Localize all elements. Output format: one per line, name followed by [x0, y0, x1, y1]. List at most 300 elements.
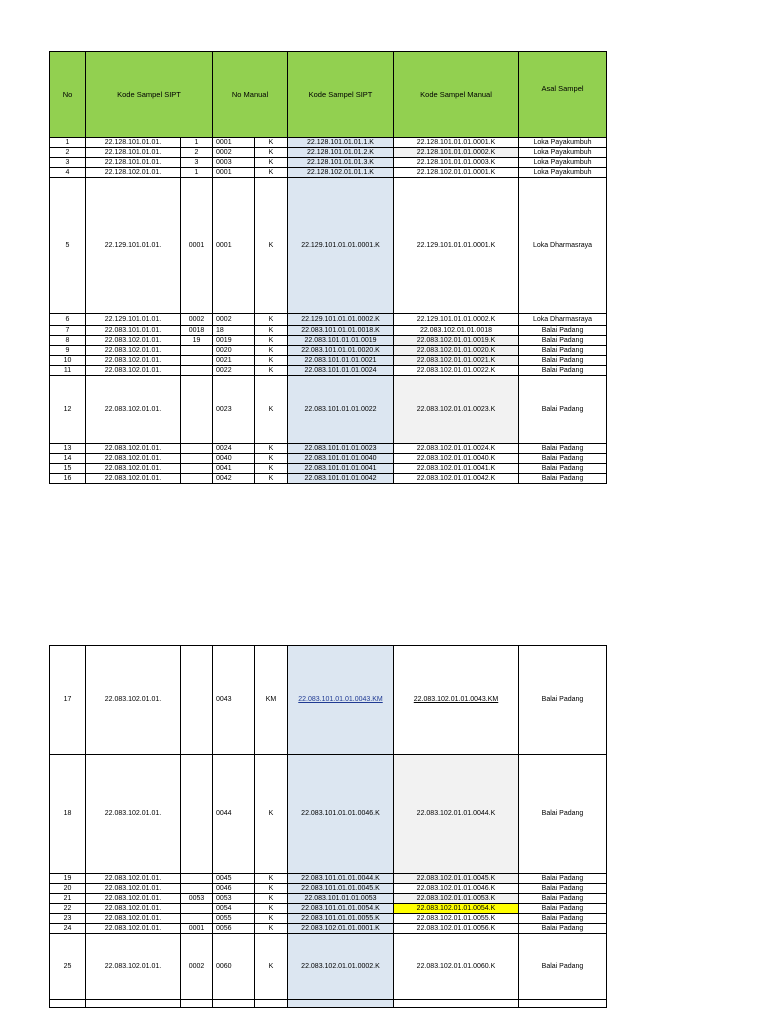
kode-sampel-number-text: 1: [194, 138, 199, 146]
kode-sampel-prefix: [86, 904, 181, 914]
kode-sampel-manual: [394, 138, 519, 148]
no-manual: [213, 444, 255, 454]
kode-sampel-sipt-text: 22.083.101.01.01.0043.KM: [298, 696, 383, 703]
no-manual: [213, 376, 255, 444]
kode-sampel-manual: [394, 904, 519, 914]
kode-sampel-manual-text: 22.083.102.01.01.0023.K: [416, 405, 496, 413]
no-manual: [213, 755, 255, 874]
sample-type-text: K: [268, 158, 274, 166]
sample-type: [255, 148, 288, 158]
asal-sampel-text: Balai Padang: [541, 696, 584, 703]
no-manual-text: 0021: [216, 356, 232, 364]
asal-sampel-text: Balai Padang: [541, 444, 584, 452]
kode-sampel-prefix: [86, 336, 181, 346]
kode-sampel-prefix: [86, 158, 181, 168]
asal-sampel: [519, 464, 607, 474]
no-manual: [213, 178, 255, 314]
sample-type: [255, 454, 288, 464]
sample-type-text: K: [268, 454, 274, 462]
row-number-text: 20: [63, 884, 72, 892]
kode-sampel-prefix: [86, 168, 181, 178]
kode-sampel-sipt-text: 22.083.101.01.01.0041: [304, 464, 377, 472]
kode-sampel-number-text: 1: [194, 168, 199, 176]
kode-sampel-prefix: [86, 755, 181, 874]
table-row: [50, 366, 607, 376]
asal-sampel-text: Balai Padang: [541, 336, 584, 344]
asal-sampel-text: Loka Dharmasraya: [532, 241, 593, 249]
no-manual: [213, 474, 255, 484]
sample-type-text: K: [268, 346, 274, 354]
kode-sampel-prefix: [86, 874, 181, 884]
kode-sampel-prefix-text: 22.083.102.01.01.: [104, 810, 162, 817]
no-manual: [213, 874, 255, 884]
kode-sampel-prefix: [86, 178, 181, 314]
row-number: [50, 158, 86, 168]
row-number: [50, 148, 86, 158]
kode-sampel-sipt-text: 22.129.101.01.01.0001.K: [301, 241, 380, 249]
no-manual: [213, 914, 255, 924]
row-number: [50, 168, 86, 178]
row-number-text: 24: [63, 924, 72, 932]
kode-sampel-sipt: [288, 874, 394, 884]
asal-sampel: [519, 168, 607, 178]
kode-sampel-manual: [394, 924, 519, 934]
sample-type: [255, 346, 288, 356]
kode-sampel-prefix-text: 22.083.102.01.01.: [104, 874, 162, 882]
asal-sampel-text: Balai Padang: [541, 874, 584, 882]
table-1-body: [50, 138, 607, 484]
no-manual-text: 0045: [216, 874, 232, 882]
kode-sampel-prefix-text: 22.129.101.01.01.: [104, 241, 162, 249]
row-number-text: 1: [65, 138, 70, 146]
asal-sampel: [519, 646, 607, 755]
row-number: [50, 914, 86, 924]
kode-sampel-number: [181, 924, 213, 934]
kode-sampel-sipt: [288, 1000, 394, 1008]
asal-sampel: [519, 1000, 607, 1008]
asal-sampel: [519, 874, 607, 884]
table-row: [50, 894, 607, 904]
row-number-text: 5: [65, 241, 70, 249]
table-row: [50, 326, 607, 336]
no-manual-text: 0042: [216, 474, 232, 482]
kode-sampel-prefix-text: 22.083.102.01.01.: [104, 962, 162, 970]
sample-type: [255, 158, 288, 168]
row-number-text: 23: [63, 914, 72, 922]
row-number: [50, 884, 86, 894]
table-row: [50, 1000, 607, 1008]
kode-sampel-manual: [394, 444, 519, 454]
sample-type: [255, 356, 288, 366]
row-number: [50, 178, 86, 314]
sample-table-2: [49, 645, 607, 1008]
kode-sampel-prefix: [86, 376, 181, 444]
sample-type-text: K: [268, 168, 274, 176]
no-manual-text: 0024: [216, 444, 232, 452]
table-row: [50, 924, 607, 934]
no-manual-text: 0002: [216, 315, 232, 323]
asal-sampel: [519, 314, 607, 326]
kode-sampel-prefix: [86, 474, 181, 484]
no-manual-text: 0020: [216, 346, 232, 354]
row-number: [50, 454, 86, 464]
no-manual-text: 0040: [216, 454, 232, 462]
no-manual-text: 18: [216, 326, 224, 334]
kode-sampel-manual-text: 22.083.102.01.01.0056.K: [416, 924, 496, 932]
row-number: [50, 755, 86, 874]
no-manual: [213, 336, 255, 346]
table-row: [50, 934, 607, 1000]
kode-sampel-sipt-text: 22.128.101.01.01.2.K: [307, 148, 374, 156]
sample-type-text: K: [268, 405, 274, 413]
kode-sampel-sipt-text: 22.083.101.01.01.0023: [304, 444, 377, 452]
no-manual: [213, 464, 255, 474]
sample-type-text: K: [268, 336, 274, 344]
row-number-text: 6: [65, 315, 70, 323]
row-number: [50, 336, 86, 346]
no-manual-text: 0043: [216, 696, 232, 703]
kode-sampel-manual-text: 22.083.102.01.01.0053.K: [416, 894, 496, 902]
kode-sampel-manual-text: 22.083.102.01.01.0020.K: [416, 346, 496, 354]
kode-sampel-number-text: 0002: [188, 315, 205, 323]
sample-type-text: K: [268, 810, 274, 817]
kode-sampel-prefix: [86, 148, 181, 158]
kode-sampel-number-text: 0001: [188, 924, 205, 932]
asal-sampel-text: Balai Padang: [541, 894, 584, 902]
row-number: [50, 1000, 86, 1008]
sample-type: [255, 444, 288, 454]
sample-type-text: K: [268, 138, 274, 146]
asal-sampel-text: Balai Padang: [541, 366, 584, 374]
table-row: [50, 138, 607, 148]
kode-sampel-sipt-text: 22.083.101.01.01.0042: [304, 474, 377, 482]
kode-sampel-sipt-text: 22.083.101.01.01.0021: [304, 356, 377, 364]
kode-sampel-sipt: [288, 138, 394, 148]
table-row: [50, 314, 607, 326]
table-2-body: [50, 646, 607, 1008]
kode-sampel-sipt: [288, 314, 394, 326]
kode-sampel-number: [181, 366, 213, 376]
kode-sampel-prefix: [86, 366, 181, 376]
kode-sampel-sipt-text: 22.083.101.01.01.0022: [304, 405, 377, 413]
row-number: [50, 874, 86, 884]
no-manual: [213, 366, 255, 376]
no-manual: [213, 904, 255, 914]
kode-sampel-manual: [394, 158, 519, 168]
kode-sampel-prefix-text: 22.129.101.01.01.: [104, 315, 162, 323]
row-number: [50, 474, 86, 484]
row-number-text: 19: [63, 874, 72, 882]
row-number: [50, 444, 86, 454]
kode-sampel-sipt: [288, 158, 394, 168]
no-manual-text: 0044: [216, 810, 232, 817]
kode-sampel-sipt: [288, 148, 394, 158]
no-manual: [213, 356, 255, 366]
kode-sampel-prefix: [86, 326, 181, 336]
sample-type: [255, 934, 288, 1000]
kode-sampel-number: [181, 148, 213, 158]
kode-sampel-prefix: [86, 934, 181, 1000]
row-number: [50, 314, 86, 326]
kode-sampel-sipt-text: 22.083.101.01.01.0046.K: [301, 810, 380, 817]
kode-sampel-number: [181, 884, 213, 894]
kode-sampel-number-text: 2: [194, 148, 199, 156]
kode-sampel-manual: [394, 356, 519, 366]
sample-type-text: K: [268, 356, 274, 364]
sample-type: [255, 314, 288, 326]
kode-sampel-manual: [394, 454, 519, 464]
kode-sampel-sipt: [288, 178, 394, 314]
sample-type-text: KM: [265, 696, 277, 703]
no-manual: [213, 148, 255, 158]
table-row: [50, 158, 607, 168]
kode-sampel-sipt: [288, 646, 394, 755]
kode-sampel-number-text: 0001: [188, 241, 205, 249]
kode-sampel-number: [181, 356, 213, 366]
kode-sampel-number: [181, 336, 213, 346]
row-number: [50, 376, 86, 444]
asal-sampel-text: Loka Payakumbuh: [533, 148, 592, 156]
sample-type: [255, 336, 288, 346]
no-manual: [213, 158, 255, 168]
row-number-text: 17: [63, 696, 72, 703]
kode-sampel-manual: [394, 894, 519, 904]
kode-sampel-manual-text: 22.083.102.01.01.0040.K: [416, 454, 496, 462]
kode-sampel-number: [181, 755, 213, 874]
kode-sampel-sipt: [288, 454, 394, 464]
kode-sampel-prefix: [86, 454, 181, 464]
sample-type-text: K: [268, 464, 274, 472]
asal-sampel: [519, 356, 607, 366]
row-number-text: 14: [63, 454, 72, 462]
asal-sampel: [519, 346, 607, 356]
no-manual-text: 0041: [216, 464, 232, 472]
kode-sampel-sipt: [288, 356, 394, 366]
kode-sampel-sipt-text: 22.128.101.01.01.1.K: [307, 138, 374, 146]
asal-sampel: [519, 914, 607, 924]
sample-type-text: K: [268, 366, 274, 374]
no-manual-text: 0056: [216, 924, 232, 932]
kode-sampel-sipt-text: 22.129.101.01.01.0002.K: [301, 315, 380, 323]
no-manual: [213, 894, 255, 904]
no-manual: [213, 934, 255, 1000]
kode-sampel-manual-text: 22.083.102.01.01.0018: [420, 326, 493, 334]
table-row: [50, 884, 607, 894]
table-row: [50, 336, 607, 346]
asal-sampel: [519, 158, 607, 168]
kode-sampel-manual: [394, 934, 519, 1000]
kode-sampel-manual: [394, 376, 519, 444]
no-manual-text: 0001: [216, 168, 232, 176]
no-manual-text: 0019: [216, 336, 232, 344]
kode-sampel-manual-text: 22.083.102.01.01.0022.K: [416, 366, 496, 374]
table-row: [50, 464, 607, 474]
sample-type: [255, 1000, 288, 1008]
asal-sampel: [519, 904, 607, 914]
table-row: [50, 755, 607, 874]
kode-sampel-number-text: 3: [194, 158, 199, 166]
table-row: [50, 346, 607, 356]
kode-sampel-number: [181, 646, 213, 755]
sample-type-text: K: [268, 924, 274, 932]
kode-sampel-prefix-text: 22.083.102.01.01.: [104, 894, 162, 902]
kode-sampel-manual: [394, 1000, 519, 1008]
kode-sampel-prefix: [86, 914, 181, 924]
kode-sampel-prefix-text: 22.083.102.01.01.: [104, 405, 162, 413]
kode-sampel-number: [181, 914, 213, 924]
sample-type-text: K: [268, 874, 274, 882]
kode-sampel-manual-text: 22.128.102.01.01.0001.K: [416, 168, 496, 176]
sample-type: [255, 894, 288, 904]
kode-sampel-sipt: [288, 376, 394, 444]
kode-sampel-manual: [394, 464, 519, 474]
kode-sampel-number: [181, 376, 213, 444]
kode-sampel-manual: [394, 326, 519, 336]
no-manual: [213, 924, 255, 934]
kode-sampel-sipt: [288, 894, 394, 904]
sample-type: [255, 376, 288, 444]
row-number-text: 10: [63, 356, 72, 364]
asal-sampel-text: Loka Dharmasraya: [532, 315, 593, 323]
kode-sampel-prefix-text: 22.083.102.01.01.: [104, 454, 162, 462]
kode-sampel-manual: [394, 884, 519, 894]
kode-sampel-sipt: [288, 884, 394, 894]
sample-type: [255, 168, 288, 178]
no-manual: [213, 326, 255, 336]
kode-sampel-sipt-text: 22.128.102.01.01.1.K: [307, 168, 374, 176]
row-number-text: 15: [63, 464, 72, 472]
table-row: [50, 376, 607, 444]
row-number-text: 8: [65, 336, 70, 344]
kode-sampel-manual-text: 22.083.102.01.01.0054.K: [416, 904, 496, 912]
asal-sampel-text: Balai Padang: [541, 810, 584, 817]
sample-type: [255, 474, 288, 484]
kode-sampel-number: [181, 1000, 213, 1008]
asal-sampel: [519, 884, 607, 894]
sample-table-1: [49, 51, 607, 484]
kode-sampel-sipt: [288, 464, 394, 474]
asal-sampel-text: Balai Padang: [541, 356, 584, 364]
kode-sampel-manual-text: 22.128.101.01.01.0003.K: [416, 158, 496, 166]
kode-sampel-sipt: [288, 336, 394, 346]
kode-sampel-prefix: [86, 894, 181, 904]
kode-sampel-prefix: [86, 464, 181, 474]
kode-sampel-prefix: [86, 924, 181, 934]
row-number-text: 9: [65, 346, 70, 354]
kode-sampel-prefix-text: 22.128.102.01.01.: [104, 168, 162, 176]
kode-sampel-manual-text: 22.083.102.01.01.0055.K: [416, 914, 496, 922]
table-row: [50, 454, 607, 464]
kode-sampel-number: [181, 894, 213, 904]
kode-sampel-prefix-text: 22.083.102.01.01.: [104, 444, 162, 452]
sample-type: [255, 646, 288, 755]
asal-sampel: [519, 474, 607, 484]
no-manual: [213, 884, 255, 894]
kode-sampel-sipt-text: 22.083.101.01.01.0018.K: [301, 326, 380, 334]
asal-sampel-text: Balai Padang: [541, 326, 584, 334]
kode-sampel-manual: [394, 755, 519, 874]
no-manual: [213, 314, 255, 326]
table-row: [50, 474, 607, 484]
kode-sampel-sipt: [288, 326, 394, 336]
table-row: [50, 444, 607, 454]
row-number-text: 16: [63, 474, 72, 482]
sample-type-text: K: [268, 474, 274, 482]
row-number: [50, 366, 86, 376]
kode-sampel-prefix: [86, 346, 181, 356]
kode-sampel-number: [181, 158, 213, 168]
asal-sampel: [519, 138, 607, 148]
kode-sampel-sipt-text: 22.083.101.01.01.0024: [304, 366, 377, 374]
row-number-text: 11: [63, 366, 72, 374]
asal-sampel: [519, 894, 607, 904]
asal-sampel: [519, 376, 607, 444]
sample-type: [255, 464, 288, 474]
row-number-text: 21: [63, 894, 72, 902]
table-row: [50, 148, 607, 158]
kode-sampel-manual: [394, 874, 519, 884]
kode-sampel-prefix: [86, 356, 181, 366]
sample-type: [255, 904, 288, 914]
kode-sampel-manual-text: 22.083.102.01.01.0024.K: [416, 444, 496, 452]
asal-sampel: [519, 178, 607, 314]
no-manual: [213, 1000, 255, 1008]
no-manual: [213, 646, 255, 755]
kode-sampel-manual-text: 22.128.101.01.01.0002.K: [416, 148, 496, 156]
asal-sampel-text: Balai Padang: [541, 454, 584, 462]
row-number-text: 7: [65, 326, 70, 334]
kode-sampel-manual: [394, 178, 519, 314]
sample-type: [255, 366, 288, 376]
kode-sampel-sipt-text: 22.083.102.01.01.0002.K: [301, 962, 380, 970]
kode-sampel-number: [181, 138, 213, 148]
asal-sampel: [519, 454, 607, 464]
kode-sampel-sipt-text: 22.083.101.01.01.0054.K: [301, 904, 380, 912]
kode-sampel-sipt: [288, 914, 394, 924]
sample-type: [255, 178, 288, 314]
no-manual-text: 0003: [216, 158, 232, 166]
kode-sampel-prefix-text: 22.083.102.01.01.: [104, 884, 162, 892]
sample-type-text: K: [268, 315, 274, 323]
row-number: [50, 464, 86, 474]
table-row: [50, 646, 607, 755]
kode-sampel-sipt-text: 22.083.101.01.01.0019: [304, 336, 377, 344]
sample-type-text: K: [268, 148, 274, 156]
kode-sampel-number: [181, 326, 213, 336]
row-number-text: 13: [63, 444, 72, 452]
sample-type-text: K: [268, 326, 274, 334]
table-row: [50, 178, 607, 314]
no-manual-text: 0060: [216, 962, 232, 970]
row-number-text: 22: [63, 904, 72, 912]
sample-type: [255, 914, 288, 924]
row-number-text: 12: [63, 405, 72, 413]
kode-sampel-number: [181, 454, 213, 464]
no-manual: [213, 168, 255, 178]
kode-sampel-prefix-text: 22.083.102.01.01.: [104, 696, 162, 703]
kode-sampel-sipt: [288, 924, 394, 934]
sample-type-text: K: [268, 444, 274, 452]
kode-sampel-manual: [394, 646, 519, 755]
asal-sampel: [519, 444, 607, 454]
kode-sampel-manual-text: 22.083.102.01.01.0045.K: [416, 874, 496, 882]
kode-sampel-manual-text: 22.129.101.01.01.0001.K: [416, 241, 496, 249]
kode-sampel-prefix-text: 22.083.102.01.01.: [104, 366, 162, 374]
sample-type-text: K: [268, 962, 274, 970]
asal-sampel-text: Balai Padang: [541, 904, 584, 912]
header-asal-sampel: Asal Sampel: [519, 52, 607, 138]
kode-sampel-number: [181, 874, 213, 884]
